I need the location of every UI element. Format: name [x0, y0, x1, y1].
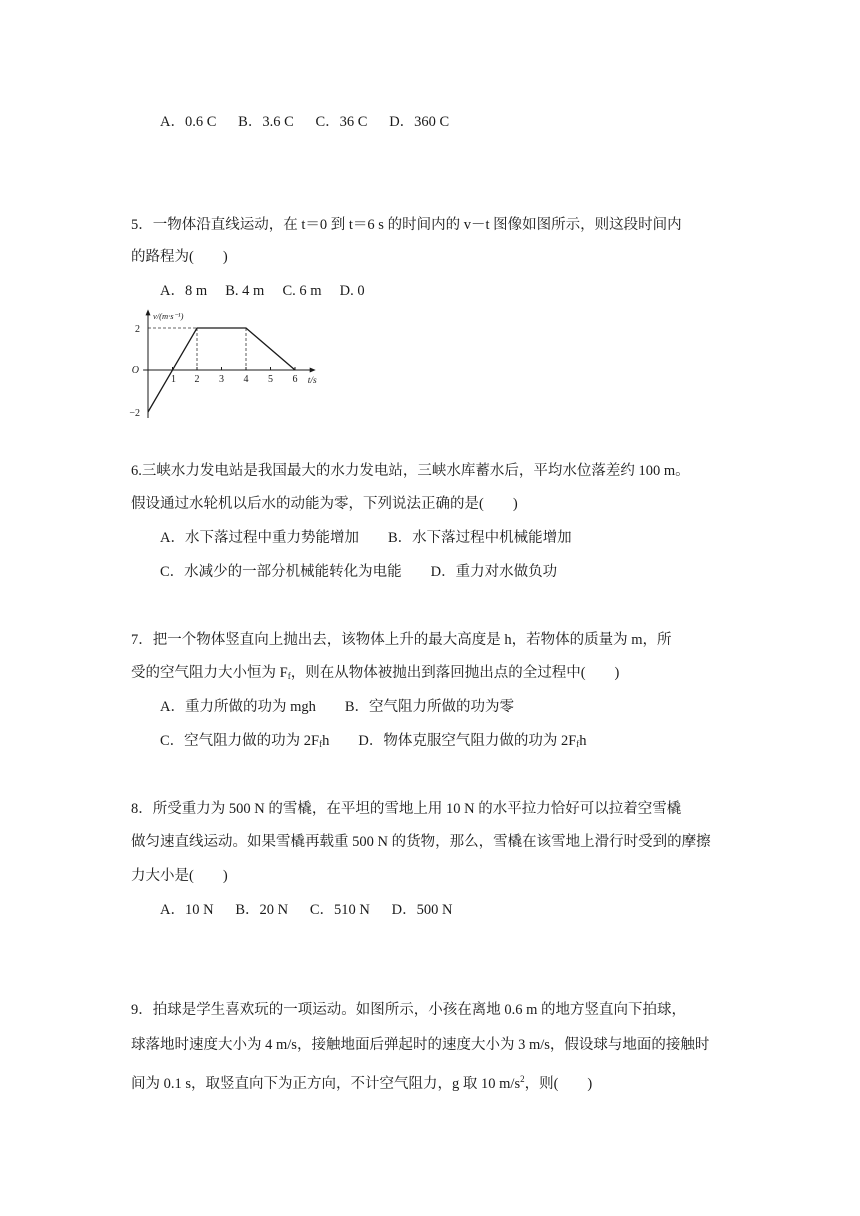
q8-stem-line1: 8．所受重力为 500 N 的雪橇，在平坦的雪地上用 10 N 的水平拉力恰好可以拉着空雪橇: [131, 801, 682, 817]
q5-options: A．8 m B. 4 m C. 6 m D. 0: [160, 283, 365, 299]
q7-opt-d-subscript: f: [576, 739, 580, 749]
q7-opt-c-a: C．空气阻力做的功为 2F: [160, 733, 320, 749]
x-tick-label-4: 4: [243, 374, 249, 385]
q6-stem-line1: 6.三峡水力发电站是我国最大的水力发电站，三峡水库蓄水后，平均水位落差约 100 m。: [131, 463, 690, 479]
q7-opt-c-b: h D．物体克服空气阻力做的功为 2F: [322, 733, 577, 749]
q9-superscript: 2: [520, 1074, 525, 1084]
vt-graph: [127, 308, 317, 418]
q9-stem-line3-b: ，则( ): [524, 1076, 593, 1092]
x-tick-label-6: 6: [292, 374, 298, 385]
q5-stem-line2: 的路程为( ): [131, 249, 228, 265]
x-tick-label-2: 2: [194, 374, 200, 385]
y-axis-arrow: [146, 309, 151, 315]
q6-options-ab: A．水下落过程中重力势能增加 B．水下落过程中机械能增加: [160, 530, 572, 546]
x-axis-label: t/s: [307, 376, 317, 386]
q7-stem-line1: 7．把一个物体竖直向上抛出去，该物体上升的最大高度是 h，若物体的质量为 m，所: [131, 632, 672, 648]
y-tick-label-neg2: −2: [129, 408, 140, 418]
vt-guides: [148, 328, 246, 370]
q6-stem-line2: 假设通过水轮机以后水的动能为零，下列说法正确的是( ): [131, 496, 518, 512]
x-tick-label-5: 5: [268, 374, 273, 385]
y-axis-label: v/(m·s⁻¹): [153, 311, 184, 321]
q4-options: A．0.6 C B．3.6 C C．36 C D．360 C: [160, 114, 450, 130]
q9-stem-line3-a: 间为 0.1 s，取竖直向下为正方向，不计空气阻力，g 取 10 m/s: [131, 1076, 521, 1092]
q6-options-cd: C．水减少的一部分机械能转化为电能 D．重力对水做负功: [160, 564, 558, 580]
q7-options-ab: A．重力所做的功为 mgh B．空气阻力所做的功为零: [160, 699, 515, 715]
x-tick-label-1: 1: [171, 374, 176, 385]
q7-options-cd: [160, 731, 587, 754]
q7-stem-line2-b: ，则在从物体被抛出到落回抛出点的全过程中( ): [290, 665, 620, 681]
q7-opt-d-b: h: [579, 733, 587, 749]
q7-ff-subscript: f: [287, 671, 291, 681]
x-tick-label-3: 3: [219, 374, 224, 385]
q7-opt-c-subscript: f: [319, 739, 323, 749]
q9-stem-line1: 9．拍球是学生喜欢玩的一项运动。如图所示，小孩在离地 0.6 m 的地方竖直向下拍球，: [131, 1002, 687, 1018]
q5-stem-line1: 5．一物体沿直线运动，在 t＝0 到 t＝6 s 的时间内的 v－t 图像如图所示，则这段时间内: [131, 217, 682, 233]
y-tick-label-2: 2: [135, 324, 140, 335]
q8-options: A．10 N B．20 N C．510 N D．500 N: [160, 902, 453, 918]
vt-axes: [143, 309, 316, 418]
origin-label: O: [131, 365, 139, 376]
q8-stem-line2: 做匀速直线运动。如果雪橇再载重 500 N 的货物，那么，雪橇在该雪地上滑行时受到的摩擦: [131, 834, 711, 850]
q8-stem-line3: 力大小是( ): [131, 868, 228, 884]
q9-stem-line2: 球落地时速度大小为 4 m/s，接触地面后弹起时的速度大小为 3 m/s，假设球与地面的接触时: [131, 1037, 710, 1053]
q7-stem-line2-a: 受的空气阻力大小恒为 F: [131, 665, 288, 681]
q9-stem-line3: [131, 1069, 592, 1094]
q7-stem-line2: [131, 663, 619, 686]
x-axis-arrow: [310, 368, 316, 373]
